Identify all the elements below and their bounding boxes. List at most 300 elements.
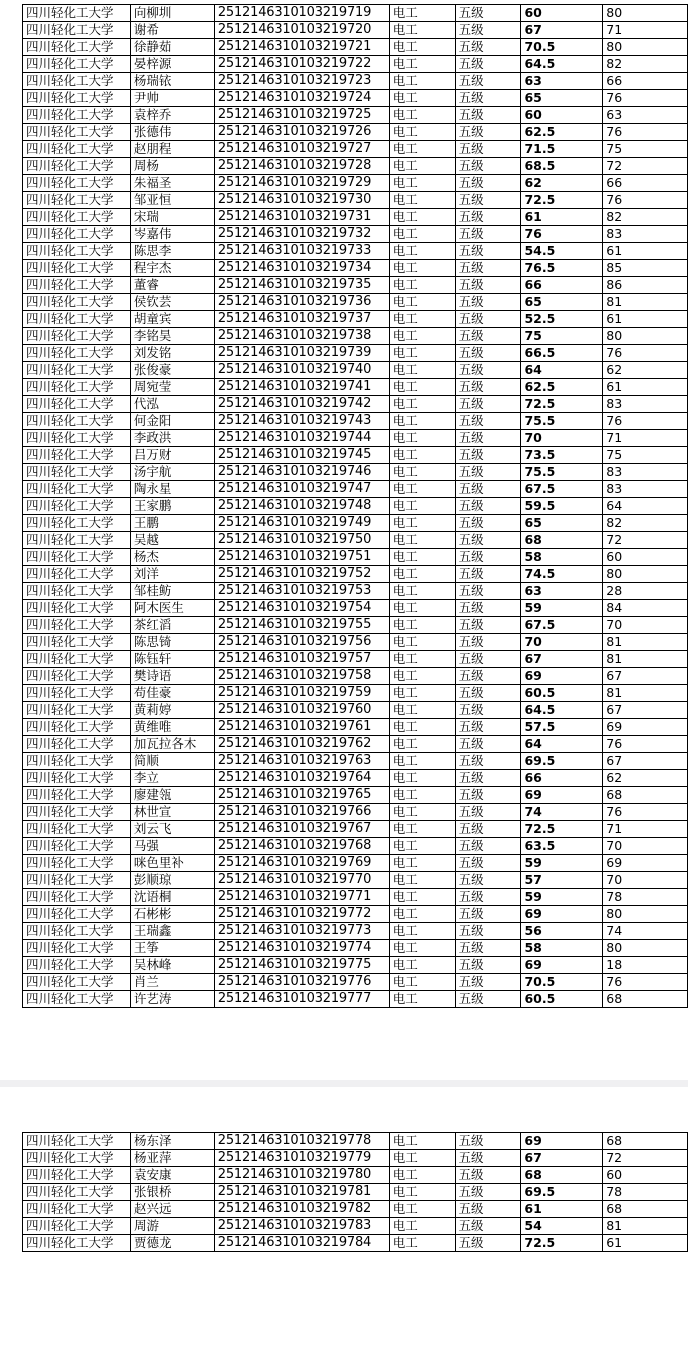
cell-level: 五级 <box>455 1150 521 1167</box>
cell-level: 五级 <box>455 175 521 192</box>
cell-score1: 71.5 <box>521 141 603 158</box>
cell-id: 2512146310103219777 <box>214 991 389 1008</box>
cell-score2: 76 <box>603 974 688 991</box>
table-row <box>23 192 688 209</box>
cell-school: 四川轻化工大学 <box>23 753 131 770</box>
cell-school: 四川轻化工大学 <box>23 22 131 39</box>
cell-name: 王瑞鑫 <box>130 923 214 940</box>
table-row <box>23 209 688 226</box>
table-row <box>23 226 688 243</box>
cell-subject: 电工 <box>389 260 455 277</box>
table-row <box>23 838 688 855</box>
table-row <box>23 668 688 685</box>
cell-school: 四川轻化工大学 <box>23 294 131 311</box>
cell-score1: 69.5 <box>521 753 603 770</box>
cell-school: 四川轻化工大学 <box>23 702 131 719</box>
table-row <box>23 753 688 770</box>
cell-subject: 电工 <box>389 1218 455 1235</box>
cell-score1: 68 <box>521 1167 603 1184</box>
cell-school: 四川轻化工大学 <box>23 209 131 226</box>
cell-subject: 电工 <box>389 5 455 22</box>
cell-id: 2512146310103219776 <box>214 974 389 991</box>
cell-score1: 65 <box>521 294 603 311</box>
table-row <box>23 328 688 345</box>
cell-score2: 81 <box>603 685 688 702</box>
table-row <box>23 124 688 141</box>
cell-score2: 61 <box>603 1235 688 1252</box>
cell-id: 2512146310103219743 <box>214 413 389 430</box>
cell-school: 四川轻化工大学 <box>23 73 131 90</box>
cell-school: 四川轻化工大学 <box>23 1201 131 1218</box>
cell-subject: 电工 <box>389 991 455 1008</box>
cell-id: 2512146310103219765 <box>214 787 389 804</box>
cell-school: 四川轻化工大学 <box>23 175 131 192</box>
cell-school: 四川轻化工大学 <box>23 685 131 702</box>
cell-level: 五级 <box>455 770 521 787</box>
cell-score2: 83 <box>603 464 688 481</box>
cell-school: 四川轻化工大学 <box>23 923 131 940</box>
cell-subject: 电工 <box>389 39 455 56</box>
cell-level: 五级 <box>455 821 521 838</box>
cell-score1: 68.5 <box>521 158 603 175</box>
cell-id: 2512146310103219745 <box>214 447 389 464</box>
cell-name: 周杨 <box>130 158 214 175</box>
cell-id: 2512146310103219769 <box>214 855 389 872</box>
cell-score2: 82 <box>603 56 688 73</box>
cell-score1: 63 <box>521 73 603 90</box>
cell-name: 樊诗语 <box>130 668 214 685</box>
cell-subject: 电工 <box>389 855 455 872</box>
cell-score2: 71 <box>603 430 688 447</box>
cell-score1: 75 <box>521 328 603 345</box>
cell-subject: 电工 <box>389 90 455 107</box>
cell-school: 四川轻化工大学 <box>23 838 131 855</box>
cell-subject: 电工 <box>389 804 455 821</box>
cell-subject: 电工 <box>389 481 455 498</box>
cell-name: 肖兰 <box>130 974 214 991</box>
cell-name: 袁安康 <box>130 1167 214 1184</box>
cell-score2: 62 <box>603 770 688 787</box>
cell-id: 2512146310103219742 <box>214 396 389 413</box>
cell-level: 五级 <box>455 906 521 923</box>
cell-score2: 76 <box>603 90 688 107</box>
cell-level: 五级 <box>455 498 521 515</box>
cell-score2: 75 <box>603 447 688 464</box>
cell-name: 董睿 <box>130 277 214 294</box>
cell-id: 2512146310103219726 <box>214 124 389 141</box>
cell-school: 四川轻化工大学 <box>23 5 131 22</box>
cell-level: 五级 <box>455 1133 521 1150</box>
cell-school: 四川轻化工大学 <box>23 243 131 260</box>
cell-school: 四川轻化工大学 <box>23 957 131 974</box>
table-row <box>23 1184 688 1201</box>
cell-score2: 76 <box>603 804 688 821</box>
cell-score2: 81 <box>603 294 688 311</box>
cell-subject: 电工 <box>389 872 455 889</box>
cell-subject: 电工 <box>389 396 455 413</box>
cell-level: 五级 <box>455 192 521 209</box>
page-break-separator <box>0 1080 688 1087</box>
cell-level: 五级 <box>455 668 521 685</box>
cell-school: 四川轻化工大学 <box>23 821 131 838</box>
cell-score2: 28 <box>603 583 688 600</box>
cell-score2: 76 <box>603 345 688 362</box>
cell-level: 五级 <box>455 719 521 736</box>
cell-school: 四川轻化工大学 <box>23 600 131 617</box>
cell-score1: 76 <box>521 226 603 243</box>
cell-level: 五级 <box>455 753 521 770</box>
cell-score2: 81 <box>603 1218 688 1235</box>
cell-score1: 63.5 <box>521 838 603 855</box>
cell-school: 四川轻化工大学 <box>23 107 131 124</box>
table-row <box>23 532 688 549</box>
cell-id: 2512146310103219762 <box>214 736 389 753</box>
cell-id: 2512146310103219756 <box>214 634 389 651</box>
cell-school: 四川轻化工大学 <box>23 974 131 991</box>
cell-name: 杨杰 <box>130 549 214 566</box>
cell-school: 四川轻化工大学 <box>23 39 131 56</box>
cell-score2: 74 <box>603 923 688 940</box>
cell-level: 五级 <box>455 260 521 277</box>
cell-subject: 电工 <box>389 515 455 532</box>
cell-score1: 60.5 <box>521 991 603 1008</box>
cell-score1: 69 <box>521 668 603 685</box>
cell-level: 五级 <box>455 1184 521 1201</box>
cell-name: 陈思李 <box>130 243 214 260</box>
results-table-page-2 <box>22 1132 688 1252</box>
cell-name: 邹亚恒 <box>130 192 214 209</box>
cell-score2: 18 <box>603 957 688 974</box>
cell-score1: 56 <box>521 923 603 940</box>
cell-score2: 83 <box>603 481 688 498</box>
results-table-page-1 <box>22 4 688 1008</box>
cell-level: 五级 <box>455 1201 521 1218</box>
cell-name: 林世宣 <box>130 804 214 821</box>
table-row <box>23 940 688 957</box>
cell-subject: 电工 <box>389 957 455 974</box>
cell-score2: 78 <box>603 1184 688 1201</box>
table-row <box>23 991 688 1008</box>
cell-subject: 电工 <box>389 141 455 158</box>
cell-school: 四川轻化工大学 <box>23 991 131 1008</box>
cell-level: 五级 <box>455 787 521 804</box>
cell-name: 程宇杰 <box>130 260 214 277</box>
table-row <box>23 1133 688 1150</box>
cell-subject: 电工 <box>389 277 455 294</box>
cell-school: 四川轻化工大学 <box>23 447 131 464</box>
cell-score1: 58 <box>521 940 603 957</box>
cell-name: 刘发铭 <box>130 345 214 362</box>
cell-id: 2512146310103219755 <box>214 617 389 634</box>
cell-subject: 电工 <box>389 617 455 634</box>
cell-score2: 71 <box>603 22 688 39</box>
table-row <box>23 396 688 413</box>
cell-score1: 59 <box>521 889 603 906</box>
cell-school: 四川轻化工大学 <box>23 855 131 872</box>
cell-name: 张俊豪 <box>130 362 214 379</box>
cell-name: 周宛莹 <box>130 379 214 396</box>
table-row <box>23 855 688 872</box>
cell-score2: 76 <box>603 192 688 209</box>
cell-name: 岑嘉伟 <box>130 226 214 243</box>
cell-score1: 59 <box>521 855 603 872</box>
cell-id: 2512146310103219734 <box>214 260 389 277</box>
cell-subject: 电工 <box>389 1201 455 1218</box>
cell-level: 五级 <box>455 923 521 940</box>
cell-name: 石彬彬 <box>130 906 214 923</box>
cell-name: 晏梓源 <box>130 56 214 73</box>
cell-name: 杨亚萍 <box>130 1150 214 1167</box>
cell-score2: 61 <box>603 243 688 260</box>
cell-name: 吕万财 <box>130 447 214 464</box>
cell-subject: 电工 <box>389 1184 455 1201</box>
cell-id: 2512146310103219780 <box>214 1167 389 1184</box>
cell-subject: 电工 <box>389 600 455 617</box>
cell-level: 五级 <box>455 90 521 107</box>
cell-score1: 70 <box>521 430 603 447</box>
cell-level: 五级 <box>455 158 521 175</box>
table-row <box>23 379 688 396</box>
cell-id: 2512146310103219746 <box>214 464 389 481</box>
cell-score2: 67 <box>603 753 688 770</box>
cell-score1: 74.5 <box>521 566 603 583</box>
cell-id: 2512146310103219736 <box>214 294 389 311</box>
table-row <box>23 430 688 447</box>
cell-name: 胡童宾 <box>130 311 214 328</box>
table-row <box>23 974 688 991</box>
cell-score1: 54 <box>521 1218 603 1235</box>
cell-score1: 67 <box>521 651 603 668</box>
cell-subject: 电工 <box>389 838 455 855</box>
cell-level: 五级 <box>455 515 521 532</box>
cell-score2: 78 <box>603 889 688 906</box>
cell-subject: 电工 <box>389 192 455 209</box>
cell-score2: 70 <box>603 617 688 634</box>
cell-score2: 68 <box>603 991 688 1008</box>
table-row <box>23 294 688 311</box>
table-row <box>23 481 688 498</box>
cell-subject: 电工 <box>389 532 455 549</box>
cell-level: 五级 <box>455 311 521 328</box>
cell-score2: 62 <box>603 362 688 379</box>
cell-name: 杨东泽 <box>130 1133 214 1150</box>
cell-subject: 电工 <box>389 22 455 39</box>
cell-level: 五级 <box>455 974 521 991</box>
cell-name: 张德伟 <box>130 124 214 141</box>
cell-score1: 70 <box>521 634 603 651</box>
cell-level: 五级 <box>455 447 521 464</box>
cell-id: 2512146310103219784 <box>214 1235 389 1252</box>
cell-subject: 电工 <box>389 124 455 141</box>
cell-level: 五级 <box>455 889 521 906</box>
cell-id: 2512146310103219767 <box>214 821 389 838</box>
cell-id: 2512146310103219741 <box>214 379 389 396</box>
cell-subject: 电工 <box>389 362 455 379</box>
cell-score2: 64 <box>603 498 688 515</box>
cell-score1: 67.5 <box>521 617 603 634</box>
cell-level: 五级 <box>455 532 521 549</box>
cell-id: 2512146310103219733 <box>214 243 389 260</box>
cell-score1: 58 <box>521 549 603 566</box>
cell-score1: 73.5 <box>521 447 603 464</box>
cell-subject: 电工 <box>389 294 455 311</box>
cell-name: 廖建瓴 <box>130 787 214 804</box>
cell-score1: 69 <box>521 957 603 974</box>
cell-name: 徐静茹 <box>130 39 214 56</box>
cell-name: 李政洪 <box>130 430 214 447</box>
cell-score1: 61 <box>521 1201 603 1218</box>
cell-subject: 电工 <box>389 668 455 685</box>
cell-school: 四川轻化工大学 <box>23 1133 131 1150</box>
cell-id: 2512146310103219752 <box>214 566 389 583</box>
cell-id: 2512146310103219747 <box>214 481 389 498</box>
cell-subject: 电工 <box>389 107 455 124</box>
cell-school: 四川轻化工大学 <box>23 906 131 923</box>
table-row <box>23 73 688 90</box>
cell-name: 加瓦拉各木 <box>130 736 214 753</box>
cell-level: 五级 <box>455 991 521 1008</box>
cell-score2: 61 <box>603 311 688 328</box>
cell-level: 五级 <box>455 328 521 345</box>
cell-score2: 68 <box>603 787 688 804</box>
cell-level: 五级 <box>455 872 521 889</box>
cell-score2: 80 <box>603 5 688 22</box>
cell-school: 四川轻化工大学 <box>23 396 131 413</box>
table-row <box>23 175 688 192</box>
cell-name: 宋瑞 <box>130 209 214 226</box>
cell-subject: 电工 <box>389 940 455 957</box>
cell-score2: 80 <box>603 940 688 957</box>
cell-id: 2512146310103219737 <box>214 311 389 328</box>
cell-id: 2512146310103219763 <box>214 753 389 770</box>
table-row <box>23 872 688 889</box>
cell-name: 周游 <box>130 1218 214 1235</box>
cell-score2: 82 <box>603 209 688 226</box>
cell-score1: 72.5 <box>521 192 603 209</box>
cell-id: 2512146310103219772 <box>214 906 389 923</box>
cell-name: 刘洋 <box>130 566 214 583</box>
cell-score1: 61 <box>521 209 603 226</box>
cell-score2: 81 <box>603 634 688 651</box>
cell-id: 2512146310103219730 <box>214 192 389 209</box>
cell-school: 四川轻化工大学 <box>23 940 131 957</box>
cell-score1: 64.5 <box>521 702 603 719</box>
cell-subject: 电工 <box>389 413 455 430</box>
cell-name: 杨瑞铱 <box>130 73 214 90</box>
cell-score1: 59.5 <box>521 498 603 515</box>
cell-id: 2512146310103219761 <box>214 719 389 736</box>
cell-score2: 72 <box>603 158 688 175</box>
cell-subject: 电工 <box>389 753 455 770</box>
table-row <box>23 889 688 906</box>
cell-score1: 65 <box>521 515 603 532</box>
cell-score1: 76.5 <box>521 260 603 277</box>
cell-school: 四川轻化工大学 <box>23 430 131 447</box>
cell-score1: 67 <box>521 22 603 39</box>
cell-school: 四川轻化工大学 <box>23 158 131 175</box>
cell-level: 五级 <box>455 957 521 974</box>
cell-score2: 60 <box>603 1167 688 1184</box>
cell-school: 四川轻化工大学 <box>23 1150 131 1167</box>
cell-subject: 电工 <box>389 1150 455 1167</box>
cell-score1: 66 <box>521 770 603 787</box>
table-row <box>23 600 688 617</box>
cell-id: 2512146310103219727 <box>214 141 389 158</box>
cell-score1: 72.5 <box>521 1235 603 1252</box>
cell-level: 五级 <box>455 22 521 39</box>
cell-subject: 电工 <box>389 175 455 192</box>
cell-score2: 80 <box>603 39 688 56</box>
cell-subject: 电工 <box>389 226 455 243</box>
cell-score2: 84 <box>603 600 688 617</box>
cell-subject: 电工 <box>389 566 455 583</box>
cell-subject: 电工 <box>389 498 455 515</box>
cell-id: 2512146310103219735 <box>214 277 389 294</box>
cell-id: 2512146310103219721 <box>214 39 389 56</box>
cell-score1: 62 <box>521 175 603 192</box>
cell-school: 四川轻化工大学 <box>23 804 131 821</box>
table-row <box>23 345 688 362</box>
cell-score1: 64 <box>521 362 603 379</box>
cell-school: 四川轻化工大学 <box>23 736 131 753</box>
cell-score1: 64.5 <box>521 56 603 73</box>
cell-name: 尹帅 <box>130 90 214 107</box>
table-row <box>23 736 688 753</box>
cell-score2: 85 <box>603 260 688 277</box>
cell-subject: 电工 <box>389 906 455 923</box>
cell-level: 五级 <box>455 651 521 668</box>
table-row <box>23 515 688 532</box>
cell-subject: 电工 <box>389 1167 455 1184</box>
cell-id: 2512146310103219770 <box>214 872 389 889</box>
cell-subject: 电工 <box>389 736 455 753</box>
cell-level: 五级 <box>455 685 521 702</box>
table-row <box>23 685 688 702</box>
cell-score2: 68 <box>603 1201 688 1218</box>
cell-score2: 70 <box>603 872 688 889</box>
cell-name: 陶永星 <box>130 481 214 498</box>
cell-score2: 76 <box>603 736 688 753</box>
table-row <box>23 957 688 974</box>
cell-school: 四川轻化工大学 <box>23 1184 131 1201</box>
cell-id: 2512146310103219724 <box>214 90 389 107</box>
cell-score2: 69 <box>603 855 688 872</box>
cell-subject: 电工 <box>389 685 455 702</box>
cell-score2: 83 <box>603 226 688 243</box>
cell-level: 五级 <box>455 430 521 447</box>
cell-score2: 66 <box>603 73 688 90</box>
cell-subject: 电工 <box>389 209 455 226</box>
cell-score1: 60 <box>521 5 603 22</box>
cell-name: 陈思锜 <box>130 634 214 651</box>
cell-level: 五级 <box>455 277 521 294</box>
cell-score2: 66 <box>603 175 688 192</box>
table-row <box>23 770 688 787</box>
cell-school: 四川轻化工大学 <box>23 872 131 889</box>
cell-subject: 电工 <box>389 447 455 464</box>
table-row <box>23 923 688 940</box>
table-row <box>23 566 688 583</box>
cell-name: 黄维唯 <box>130 719 214 736</box>
cell-level: 五级 <box>455 481 521 498</box>
cell-name: 赵兴远 <box>130 1201 214 1218</box>
cell-school: 四川轻化工大学 <box>23 770 131 787</box>
cell-subject: 电工 <box>389 73 455 90</box>
table-row <box>23 634 688 651</box>
cell-name: 彭顺琼 <box>130 872 214 889</box>
cell-name: 何金阳 <box>130 413 214 430</box>
cell-score2: 61 <box>603 379 688 396</box>
